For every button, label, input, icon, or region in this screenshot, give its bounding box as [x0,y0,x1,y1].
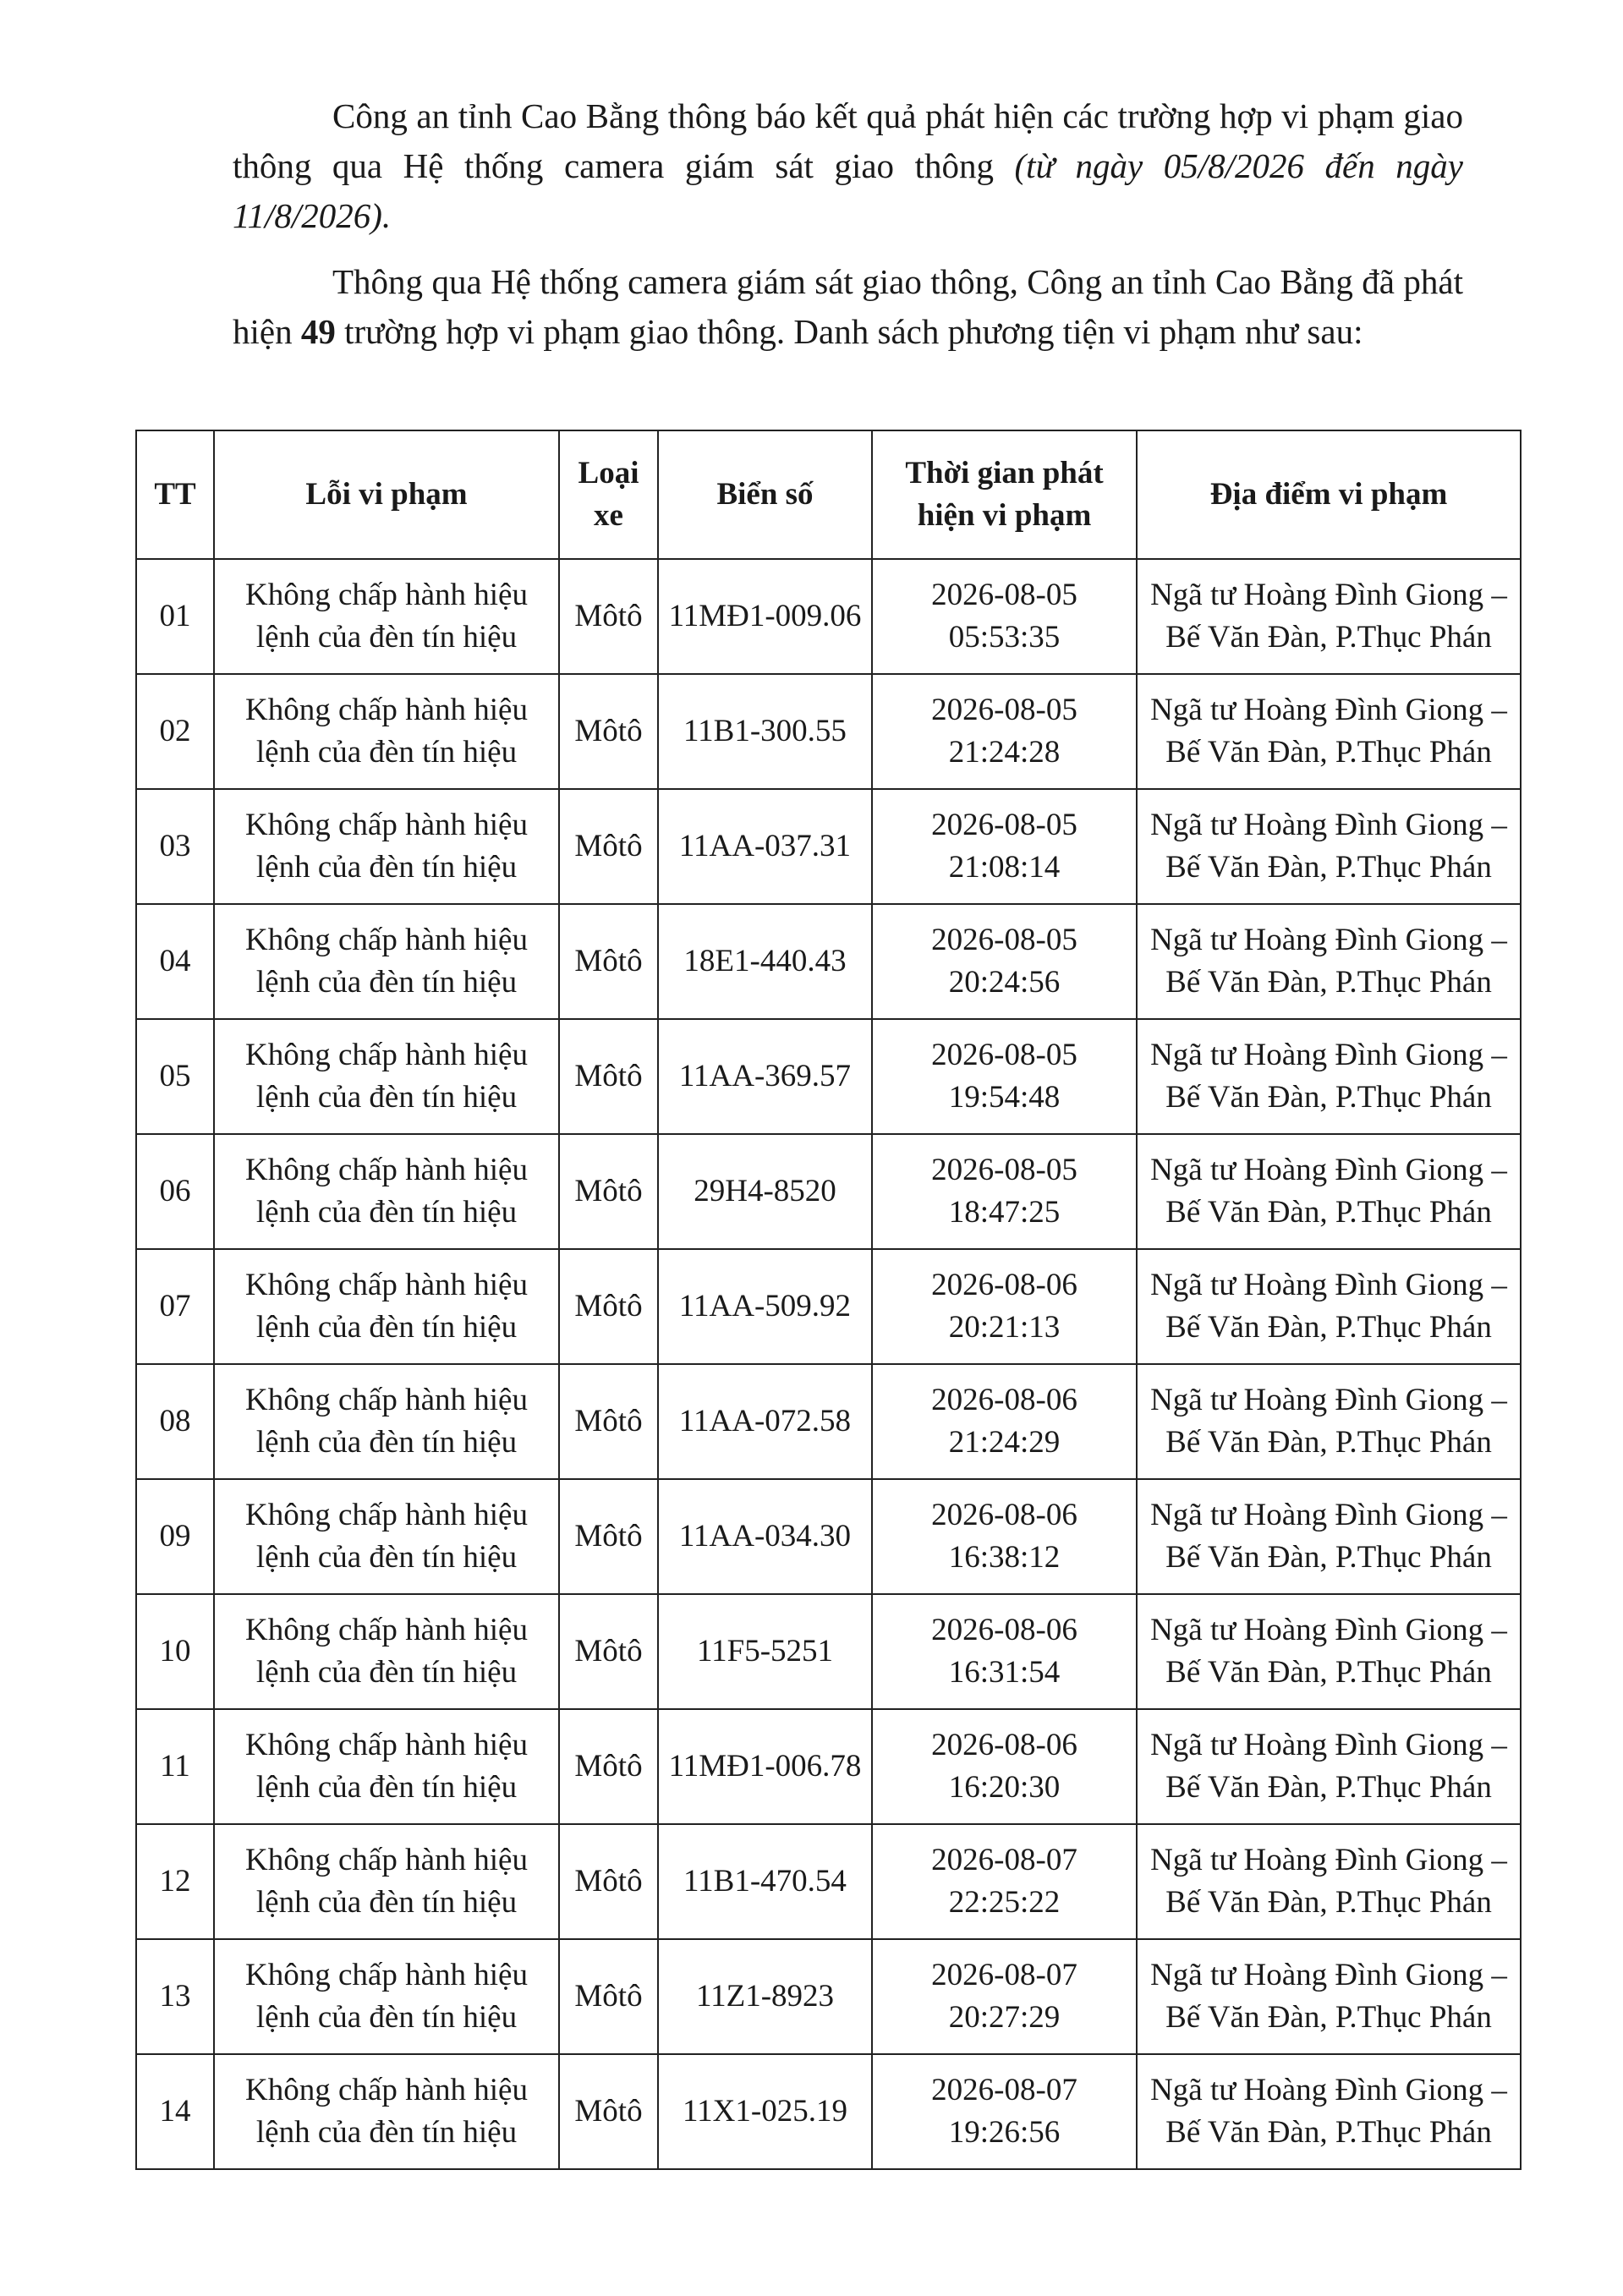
cell-location: Ngã tư Hoàng Đình Giong – Bế Văn Đàn, P.Thục Phán [1137,1479,1521,1594]
cell-tt: 05 [136,1019,214,1134]
cell-vehicle-type: Môtô [559,1594,658,1709]
cell-violation: Không chấp hành hiệu lệnh của đèn tín hiệu [214,904,559,1019]
header-violation: Lỗi vi phạm [214,430,559,559]
cell-violation: Không chấp hành hiệu lệnh của đèn tín hiệu [214,2054,559,2169]
cell-time: 2026-08-05 19:54:48 [872,1019,1137,1134]
cell-time: 2026-08-05 05:53:35 [872,559,1137,674]
cell-location: Ngã tư Hoàng Đình Giong – Bế Văn Đàn, P.Thục Phán [1137,2054,1521,2169]
cell-vehicle-type: Môtô [559,559,658,674]
cell-plate: 29H4-8520 [658,1134,872,1249]
cell-location: Ngã tư Hoàng Đình Giong – Bế Văn Đàn, P.Thục Phán [1137,1134,1521,1249]
cell-tt: 02 [136,674,214,789]
cell-tt: 11 [136,1709,214,1824]
cell-tt: 07 [136,1249,214,1364]
header-location: Địa điểm vi phạm [1137,430,1521,559]
cell-plate: 11B1-470.54 [658,1824,872,1939]
violation-count: 49 [300,312,336,351]
cell-plate: 11F5-5251 [658,1594,872,1709]
summary-text-start: Thông qua Hệ thống camera giám sát giao thông, Công an tỉnh Cao Bằng đã phát hiện [233,262,1463,351]
table-row [136,1709,1521,1824]
cell-time: 2026-08-06 16:38:12 [872,1479,1137,1594]
cell-time: 2026-08-05 18:47:25 [872,1134,1137,1249]
table-row [136,674,1521,789]
header-vehicle-type: Loại xe [559,430,658,559]
cell-plate: 11AA-037.31 [658,789,872,904]
header-time: Thời gian phát hiện vi phạm [872,430,1137,559]
cell-tt: 08 [136,1364,214,1479]
cell-tt: 12 [136,1824,214,1939]
cell-vehicle-type: Môtô [559,674,658,789]
cell-location: Ngã tư Hoàng Đình Giong – Bế Văn Đàn, P.Thục Phán [1137,789,1521,904]
cell-plate: 11AA-072.58 [658,1364,872,1479]
cell-violation: Không chấp hành hiệu lệnh của đèn tín hiệu [214,1594,559,1709]
cell-location: Ngã tư Hoàng Đình Giong – Bế Văn Đàn, P.Thục Phán [1137,1709,1521,1824]
cell-tt: 10 [136,1594,214,1709]
intro-text: Công an tỉnh Cao Bằng thông báo kết quả phát hiện các trường hợp vi phạm giao thông qua Hệ thống camera giám sát giao thông [233,96,1463,185]
cell-vehicle-type: Môtô [559,1134,658,1249]
cell-vehicle-type: Môtô [559,1479,658,1594]
cell-location: Ngã tư Hoàng Đình Giong – Bế Văn Đàn, P.Thục Phán [1137,1594,1521,1709]
table-row [136,1939,1521,2054]
intro-section [233,91,1463,357]
cell-vehicle-type: Môtô [559,1939,658,2054]
cell-vehicle-type: Môtô [559,2054,658,2169]
cell-tt: 03 [136,789,214,904]
cell-tt: 06 [136,1134,214,1249]
cell-violation: Không chấp hành hiệu lệnh của đèn tín hiệu [214,1134,559,1249]
header-plate: Biển số [658,430,872,559]
cell-vehicle-type: Môtô [559,1249,658,1364]
table-row [136,1594,1521,1709]
summary-text-end: trường hợp vi phạm giao thông. Danh sách phương tiện vi phạm như sau: [335,312,1363,351]
cell-plate: 18E1-440.43 [658,904,872,1019]
cell-time: 2026-08-07 19:26:56 [872,2054,1137,2169]
cell-time: 2026-08-05 21:24:28 [872,674,1137,789]
table-row [136,789,1521,904]
cell-time: 2026-08-07 22:25:22 [872,1824,1137,1939]
cell-plate: 11MĐ1-006.78 [658,1709,872,1824]
cell-time: 2026-08-06 16:20:30 [872,1709,1137,1824]
cell-location: Ngã tư Hoàng Đình Giong – Bế Văn Đàn, P.Thục Phán [1137,1249,1521,1364]
header-tt: TT [136,430,214,559]
cell-violation: Không chấp hành hiệu lệnh của đèn tín hiệu [214,559,559,674]
violations-table [135,430,1522,2170]
cell-plate: 11AA-034.30 [658,1479,872,1594]
table-row [136,1824,1521,1939]
cell-location: Ngã tư Hoàng Đình Giong – Bế Văn Đàn, P.Thục Phán [1137,1824,1521,1939]
cell-plate: 11MĐ1-009.06 [658,559,872,674]
cell-tt: 09 [136,1479,214,1594]
cell-violation: Không chấp hành hiệu lệnh của đèn tín hiệu [214,674,559,789]
cell-plate: 11B1-300.55 [658,674,872,789]
table-row [136,2054,1521,2169]
table-row [136,559,1521,674]
cell-vehicle-type: Môtô [559,1824,658,1939]
cell-tt: 04 [136,904,214,1019]
cell-violation: Không chấp hành hiệu lệnh của đèn tín hiệu [214,1709,559,1824]
cell-time: 2026-08-07 20:27:29 [872,1939,1137,2054]
table-row [136,904,1521,1019]
cell-plate: 11Z1-8923 [658,1939,872,2054]
cell-tt: 13 [136,1939,214,2054]
cell-vehicle-type: Môtô [559,1364,658,1479]
header-row [136,430,1521,559]
table-row [136,1019,1521,1134]
cell-time: 2026-08-05 20:24:56 [872,904,1137,1019]
table-row [136,1364,1521,1479]
table-header [136,430,1521,559]
cell-location: Ngã tư Hoàng Đình Giong – Bế Văn Đàn, P.Thục Phán [1137,1939,1521,2054]
cell-plate: 11AA-369.57 [658,1019,872,1134]
cell-plate: 11X1-025.19 [658,2054,872,2169]
cell-violation: Không chấp hành hiệu lệnh của đèn tín hiệu [214,1479,559,1594]
cell-plate: 11AA-509.92 [658,1249,872,1364]
cell-location: Ngã tư Hoàng Đình Giong – Bế Văn Đàn, P.Thục Phán [1137,904,1521,1019]
table-row [136,1249,1521,1364]
cell-location: Ngã tư Hoàng Đình Giong – Bế Văn Đàn, P.Thục Phán [1137,1364,1521,1479]
reporting-period: (từ ngày 05/8/2026 đến ngày 11/8/2026). [233,146,1463,235]
cell-violation: Không chấp hành hiệu lệnh của đèn tín hiệu [214,1364,559,1479]
table-row [136,1479,1521,1594]
cell-violation: Không chấp hành hiệu lệnh của đèn tín hiệu [214,1019,559,1134]
cell-violation: Không chấp hành hiệu lệnh của đèn tín hiệu [214,1939,559,2054]
cell-tt: 01 [136,559,214,674]
cell-location: Ngã tư Hoàng Đình Giong – Bế Văn Đàn, P.Thục Phán [1137,1019,1521,1134]
cell-violation: Không chấp hành hiệu lệnh của đèn tín hiệu [214,789,559,904]
intro-paragraph-1 [233,91,1463,241]
table-body [136,559,1521,2169]
cell-location: Ngã tư Hoàng Đình Giong – Bế Văn Đàn, P.Thục Phán [1137,559,1521,674]
cell-tt: 14 [136,2054,214,2169]
cell-time: 2026-08-06 20:21:13 [872,1249,1137,1364]
cell-time: 2026-08-06 21:24:29 [872,1364,1137,1479]
table-row [136,1134,1521,1249]
intro-paragraph-2 [233,257,1463,357]
cell-violation: Không chấp hành hiệu lệnh của đèn tín hiệu [214,1249,559,1364]
cell-vehicle-type: Môtô [559,904,658,1019]
cell-vehicle-type: Môtô [559,789,658,904]
cell-time: 2026-08-05 21:08:14 [872,789,1137,904]
cell-location: Ngã tư Hoàng Đình Giong – Bế Văn Đàn, P.Thục Phán [1137,674,1521,789]
cell-vehicle-type: Môtô [559,1709,658,1824]
cell-violation: Không chấp hành hiệu lệnh của đèn tín hiệu [214,1824,559,1939]
cell-vehicle-type: Môtô [559,1019,658,1134]
cell-time: 2026-08-06 16:31:54 [872,1594,1137,1709]
